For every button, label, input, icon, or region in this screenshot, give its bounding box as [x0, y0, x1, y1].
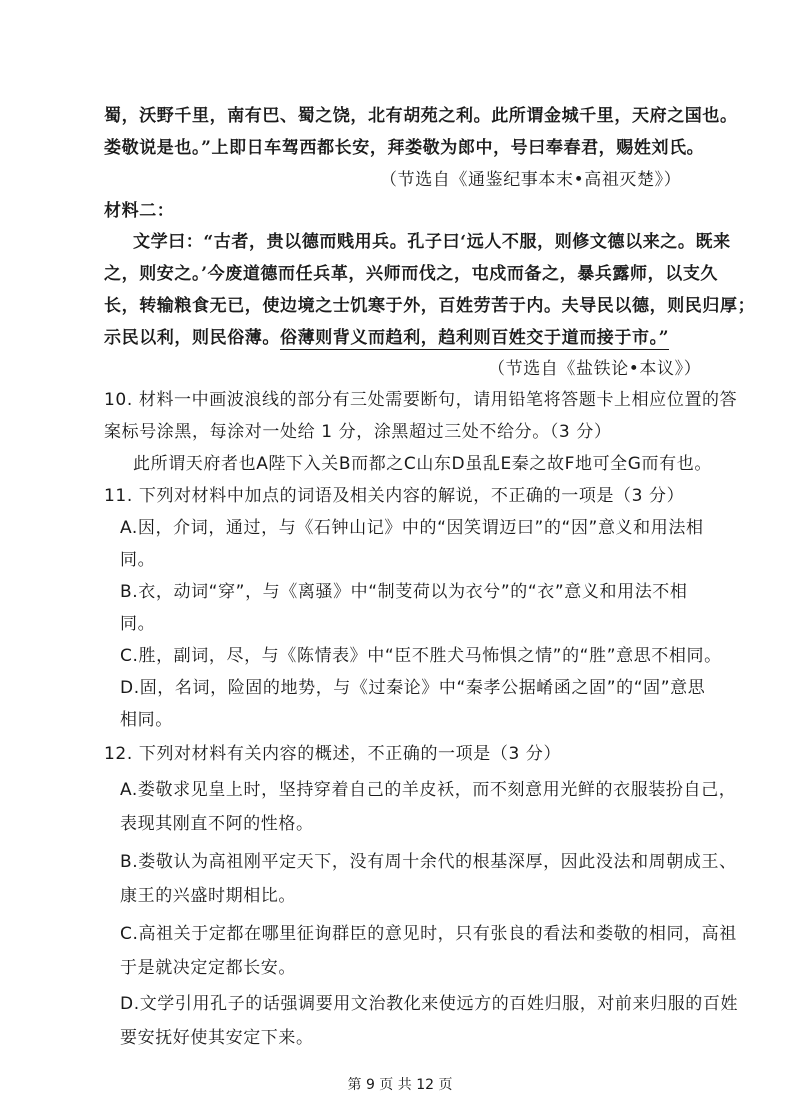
q10-stem-line-2: 案标号涂黑，每涂对一处给 1 分，涂黑超过三处不给分。（3 分） [104, 422, 612, 442]
q12-option-c-line-2: 于是就决定定都长安。 [120, 958, 296, 978]
q12-stem: 12. 下列对材料有关内容的概述，不正确的一项是（3 分） [104, 744, 562, 764]
material2-heading: 材料二： [104, 201, 175, 221]
material2-line-2: 之，则安之。’今废道德而任兵革，兴师而伐之，屯戍而备之，暴兵露师，以支久 [104, 264, 719, 284]
material2-underlined-sentence: 俗薄则背义而趋利，趋利则百姓交于道而接于市。” [280, 328, 670, 348]
q11-option-a-line-2: 同。 [120, 550, 156, 570]
material2-line-3: 长，转输粮食无已，使边境之士饥寒于外，百姓劳苦于内。夫导民以德，则民归厚； [104, 296, 756, 316]
q11-option-b-line-1: B.衣，动词“穿”，与《离骚》中“制芰荷以为衣兮”的“衣”意义和用法不相 [120, 582, 688, 602]
material2-line-1: 文学曰：“古者，贵以德而贱用兵。孔子曰‘远人不服，则修文德以来之。既来 [133, 232, 731, 252]
q12-option-d-line-1: D.文学引用孔子的话强调要用文治教化来使远方的百姓归服，对前来归服的百姓 [120, 994, 739, 1014]
q12-option-a-line-1: A.娄敬求见皇上时，坚持穿着自己的羊皮袄，而不刻意用光鲜的衣服装扮自己， [120, 780, 737, 800]
q12-option-d-line-2: 要安抚好使其安定下来。 [120, 1028, 314, 1048]
q10-stem-line-1: 10. 材料一中画波浪线的部分有三处需要断句，请用铅笔将答题卡上相应位置的答 [104, 390, 738, 410]
material2-line-4-plain: 示民以利，则民俗薄。 [104, 328, 280, 348]
q12-option-a-line-2: 表现其刚直不阿的性格。 [120, 814, 314, 834]
material1-line-2: 娄敬说是也。”上即日车驾西都长安，拜娄敬为郎中，号曰奉春君，赐姓刘氏。 [104, 138, 705, 158]
material2-line-4 [104, 326, 669, 350]
q11-option-d-line-2: 相同。 [120, 710, 173, 730]
q10-sentence: 此所谓天府者也A陛下入关B而都之C山东D虽乱E秦之故F地可全G而有也。 [133, 454, 712, 474]
q11-option-c: C.胜，副词，尽，与《陈情表》中“臣不胜犬马怖惧之情”的“胜”意思不相同。 [120, 646, 722, 666]
q11-stem: 11. 下列对材料中加点的词语及相关内容的解说，不正确的一项是（3 分） [104, 486, 685, 506]
material1-source: （节选自《通鉴纪事本末•高祖灭楚》） [380, 170, 682, 190]
q11-option-b-line-2: 同。 [120, 614, 156, 634]
q12-option-b-line-2: 康王的兴盛时期相比。 [120, 886, 296, 906]
material2-source: （节选自《盐铁论•本议》） [488, 359, 702, 379]
q12-option-c-line-1: C.高祖关于定都在哪里征询群臣的意见时，只有张良的看法和娄敬的相同，高祖 [120, 924, 737, 944]
q12-option-b-line-1: B.娄敬认为高祖刚平定天下，没有周十余代的根基深厚，因此没法和周朝成王、 [120, 852, 737, 872]
page-footer: 第 9 页 共 12 页 [347, 1077, 453, 1093]
q11-option-d-line-1: D.固，名词，险固的地势，与《过秦论》中“秦孝公据崤函之固”的“固”意思 [120, 678, 706, 698]
material1-line-1: 蜀，沃野千里，南有巴、蜀之饶，北有胡苑之利。此所谓金城千里，天府之国也。 [104, 106, 738, 126]
q11-option-a-line-1: A.因，介词，通过，与《石钟山记》中的“因笑谓迈曰”的“因”意义和用法相 [120, 518, 704, 538]
